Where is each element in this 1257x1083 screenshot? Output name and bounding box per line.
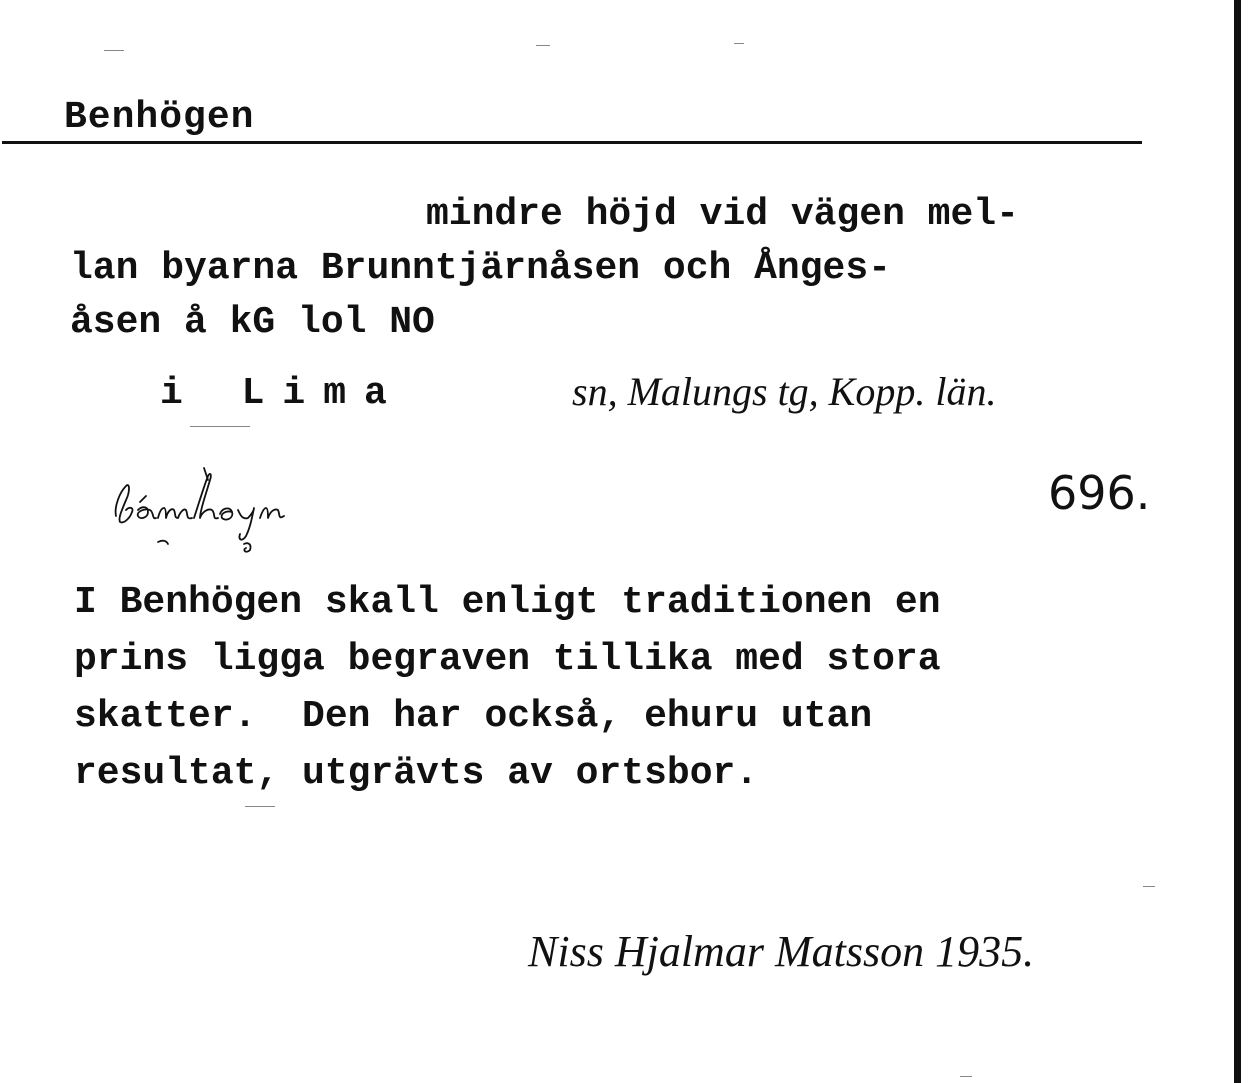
description-line: åsen å kG lol NO <box>70 301 435 344</box>
card-edge-border <box>1234 0 1241 1083</box>
scan-speck <box>104 50 124 51</box>
parish-name: i Lima <box>160 372 405 415</box>
description-line: lan byarna Brunntjärnåsen och Ånges- <box>70 247 891 290</box>
scan-speck <box>960 1076 972 1077</box>
scan-speck <box>245 806 275 807</box>
scan-speck <box>1143 886 1155 887</box>
description-line: mindre höjd vid vägen mel- <box>426 193 1019 236</box>
heading-underline <box>2 141 1142 144</box>
reference-number: 696. <box>1048 466 1151 520</box>
scan-speck <box>734 43 744 44</box>
scan-speck <box>536 45 550 46</box>
tradition-line: skatter. Den har också, ehuru utan <box>74 695 873 738</box>
handwritten-dialect-form <box>108 462 348 558</box>
place-name-heading: Benhögen <box>64 96 255 139</box>
tradition-line: I Benhögen skall enligt traditionen en <box>74 581 941 624</box>
tradition-line: resultat, utgrävts av ortsbor. <box>74 752 759 795</box>
tradition-line: prins ligga begraven tillika med stora <box>74 638 941 681</box>
administrative-area: sn, Malungs tg, Kopp. län. <box>572 369 997 414</box>
recorder-signature: Niss Hjalmar Matsson 1935. <box>528 927 1035 976</box>
location-description <box>70 188 1190 350</box>
scan-speck <box>190 426 250 427</box>
tradition-text <box>74 574 1224 802</box>
